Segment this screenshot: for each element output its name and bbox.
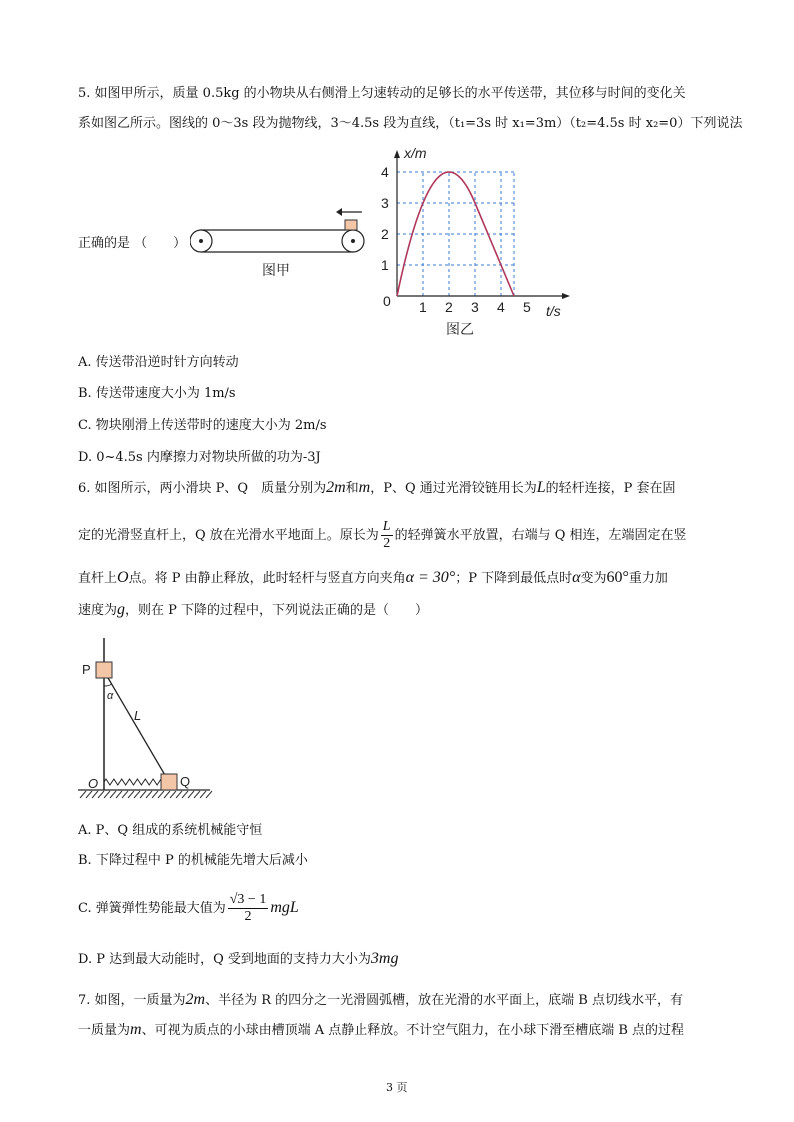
x-tick-label: 3 (471, 299, 479, 315)
x-tick-label: 4 (497, 299, 505, 315)
xt-curve (397, 172, 514, 296)
x-axis-arrow-icon (562, 293, 570, 299)
y-tick-label: 1 (381, 257, 389, 273)
q6-option-b: B. 下降过程中 P 的机械能先增大后减小 (78, 853, 308, 868)
block-p-icon (96, 662, 112, 678)
q5-option-d: D. 0~4.5s 内摩擦力对物块所做的功为-3J (78, 450, 321, 465)
conveyor-belt-figure (190, 200, 370, 290)
block-q-icon (161, 774, 177, 790)
label-alpha: α (107, 690, 114, 702)
y-tick-label: 2 (381, 226, 389, 242)
label-p: P (82, 662, 91, 677)
sliding-blocks-figure (74, 636, 224, 806)
q6-stem-line1: 6. 如图所示，两小滑块 P、Q 质量分别为2m和m，P、Q 通过光滑铰链用长为L的轻杆连接，P 套在固 (78, 479, 676, 496)
q7-stem-line2: 一质量为m、可视为质点的小球由槽顶端 A 点静止释放。不计空气阻力，在小球下滑至槽底端 B 点的过程 (78, 1021, 685, 1038)
q5-stem-line3: 正确的是 （ ） (78, 236, 187, 251)
q6-option-a: A. P、Q 组成的系统机械能守恒 (78, 823, 263, 838)
block-icon (345, 220, 357, 230)
q6-option-d: D. P 达到最大动能时，Q 受到地面的支持力大小为3mg (78, 950, 399, 967)
x-tick-label: 1 (419, 299, 427, 315)
q6-stem-line4: 速度为g，则在 P 下降的过程中，下列说法正确的是（ ） (78, 601, 429, 618)
label-o: O (88, 776, 99, 791)
spring-icon (104, 779, 161, 785)
x-tick-label: 5 (523, 299, 531, 315)
angle-alpha-icon (104, 684, 112, 686)
q6-stem-line2: 定的光滑竖直杆上，Q 放在光滑水平地面上。原长为 $\frac{L}{2}$ 的轻弹簧水平放置，右端与 Q 相连，左端固定在竖 (78, 519, 687, 551)
page-number: 3 页 (386, 1081, 408, 1094)
light-rod (104, 671, 169, 782)
q5-option-c: C. 物块刚滑上传送带时的速度大小为 2m/s (78, 418, 327, 433)
figure-yi-caption: 图乙 (446, 321, 474, 337)
q5-stem-line2: 系如图乙所示。图线的 0～3s 段为抛物线，3～4.5s 段为直线，（t₁=3s 时 x₁=3m）（t₂=4.5s 时 x₂=0）下列说法 (78, 116, 743, 131)
chart-grid (397, 172, 514, 296)
y-axis-label: x/m (404, 145, 427, 161)
x-axis-label: t/s (546, 303, 561, 319)
q7-stem-line1: 7. 如图，一质量为2m、半径为 R 的四分之一光滑圆弧槽，放在光滑的水平面上，底端 B 点切线水平，有 (78, 991, 683, 1008)
q5-option-b: B. 传送带速度大小为 1m/s (78, 386, 236, 401)
label-q: Q (180, 774, 191, 789)
q5-stem-line1: 5. 如图甲所示，质量 0.5kg 的小物块从右侧滑上匀速转动的足够长的水平传送带，其位移与时间的变化关 (78, 86, 686, 101)
origin-label: 0 (383, 293, 391, 309)
y-tick-label: 3 (381, 195, 389, 211)
label-l: L (134, 708, 142, 723)
xt-chart (360, 140, 580, 340)
x-tick-label: 2 (445, 299, 453, 315)
q6-option-c: C. 弹簧弹性势能最大值为 $\frac{√3 - 1}{2}$ mgL (78, 892, 299, 924)
q6-stem-line3: 直杆上O点。将 P 由静止释放，此时轻杆与竖直方向夹角α = 30°；P 下降到最低点时α变为60°重力加 (78, 569, 668, 586)
y-tick-label: 4 (381, 164, 389, 180)
figure-jia-caption: 图甲 (262, 262, 290, 278)
q5-option-a: A. 传送带沿逆时针方向转动 (78, 355, 239, 370)
y-axis-arrow-icon (394, 150, 400, 158)
